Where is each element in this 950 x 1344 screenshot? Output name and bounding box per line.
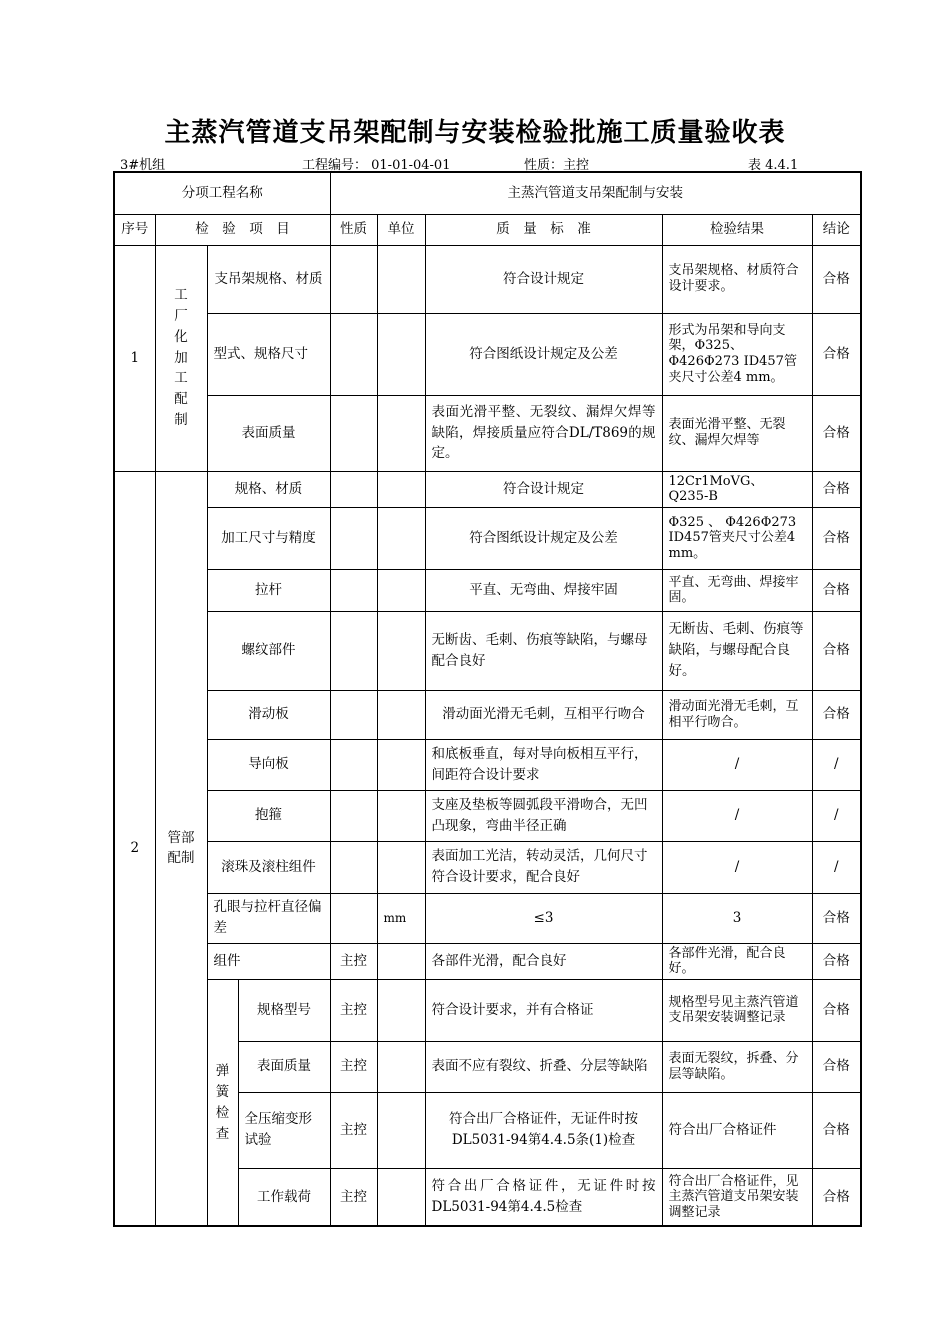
col-nature-header: 性质	[330, 214, 377, 245]
conclusion-cell: 合格	[812, 507, 861, 569]
group2-seq: 2	[114, 471, 155, 1226]
conclusion-cell: /	[812, 841, 861, 893]
project-name-value: 主蒸汽管道支吊架配制与安装	[330, 172, 861, 214]
standard-cell: 符合出厂合格证件，无证件时按DL5031-94第4.4.5条(1)检查	[425, 1092, 662, 1168]
form-title: 主蒸汽管道支吊架配制与安装检验批施工质量验收表	[164, 118, 786, 148]
nature-cell: 主控	[330, 979, 377, 1041]
nature-cell	[330, 893, 377, 943]
table-row	[114, 790, 861, 841]
nature-cell	[330, 471, 377, 507]
nature-cell	[330, 507, 377, 569]
result-cell: /	[662, 790, 812, 841]
unit-cell	[377, 1092, 425, 1168]
conclusion-cell: 合格	[812, 471, 861, 507]
standard-cell: 符合图纸设计规定及公差	[425, 507, 662, 569]
unit-cell	[377, 1168, 425, 1226]
result-cell: Φ325 、 Φ426Φ273 ID457管夹尺寸公差4 mm。	[662, 507, 812, 569]
standard-cell: 无断齿、毛刺、伤痕等缺陷，与螺母配合良好	[425, 611, 662, 690]
standard-cell: 符合设计要求，并有合格证	[425, 979, 662, 1041]
conclusion-cell: 合格	[812, 690, 861, 739]
col-item-header: 检 验 项 目	[155, 214, 330, 245]
conclusion-cell: 合格	[812, 611, 861, 690]
spring-check-label: 弹 簧 检 查	[207, 979, 238, 1226]
col-unit-header: 单位	[377, 214, 425, 245]
result-cell: 平直、无弯曲、焊接牢固。	[662, 569, 812, 611]
col-standard-header: 质 量 标 准	[425, 214, 662, 245]
table-row	[114, 690, 861, 739]
item-cell: 表面质量	[238, 1041, 330, 1092]
item-cell: 全压缩变形试验	[238, 1092, 330, 1168]
standard-cell: 支座及垫板等圆弧段平滑吻合，无凹凸现象，弯曲半径正确	[425, 790, 662, 841]
project-code: 工程编号： 01-01-04-01	[302, 158, 451, 173]
nature-cell: 主控	[330, 1092, 377, 1168]
table-row	[114, 893, 861, 943]
nature-cell	[330, 611, 377, 690]
standard-cell: 和底板垂直，每对导向板相互平行，间距符合设计要求	[425, 739, 662, 790]
nature-cell	[330, 569, 377, 611]
result-cell: 滑动面光滑无毛刺，互相平行吻合。	[662, 690, 812, 739]
item-cell: 规格型号	[238, 979, 330, 1041]
result-cell: 表面无裂纹，拆叠、分层等缺陷。	[662, 1041, 812, 1092]
unit-cell	[377, 313, 425, 395]
table-row	[114, 245, 861, 313]
conclusion-cell: 合格	[812, 979, 861, 1041]
result-cell: 无断齿、毛刺、伤痕等缺陷，与螺母配合良好。	[662, 611, 812, 690]
group1-seq: 1	[114, 245, 155, 471]
result-cell: 12Cr1MoVG、 Q235-B	[662, 471, 812, 507]
item-cell: 抱箍	[207, 790, 330, 841]
inspection-table	[113, 171, 862, 1227]
nature-cell	[330, 395, 377, 471]
standard-cell: 符合设计规定	[425, 245, 662, 313]
unit-cell	[377, 790, 425, 841]
project-name-row	[114, 172, 861, 214]
nature-cell	[330, 739, 377, 790]
unit-cell	[377, 690, 425, 739]
nature-cell: 主控	[330, 1041, 377, 1092]
nature-cell	[330, 245, 377, 313]
standard-cell: 各部件光滑，配合良好	[425, 943, 662, 979]
conclusion-cell: 合格	[812, 395, 861, 471]
standard-cell: 平直、无弯曲、焊接牢固	[425, 569, 662, 611]
unit-cell: mm	[377, 893, 425, 943]
table-row	[114, 979, 861, 1041]
table-row	[114, 739, 861, 790]
unit-cell	[377, 611, 425, 690]
unit-cell	[377, 395, 425, 471]
standard-cell: 符合出厂合格证件，无证件时按DL5031-94第4.4.5检查	[425, 1168, 662, 1226]
conclusion-cell: /	[812, 790, 861, 841]
nature-cell	[330, 790, 377, 841]
result-cell: 符合出厂合格证件，见主蒸汽管道支吊架安装调整记录	[662, 1168, 812, 1226]
unit-cell	[377, 841, 425, 893]
conclusion-cell: 合格	[812, 569, 861, 611]
item-cell: 组件	[207, 943, 330, 979]
result-cell: 符合出厂合格证件	[662, 1092, 812, 1168]
item-cell: 孔眼与拉杆直径偏差	[207, 893, 330, 943]
unit-cell	[377, 569, 425, 611]
item-cell: 加工尺寸与精度	[207, 507, 330, 569]
conclusion-cell: 合格	[812, 245, 861, 313]
nature-label: 性质：主控	[524, 158, 590, 173]
table-row	[114, 841, 861, 893]
col-result-header: 检验结果	[662, 214, 812, 245]
result-cell: /	[662, 739, 812, 790]
col-conclusion-header: 结论	[812, 214, 861, 245]
conclusion-cell: 合格	[812, 893, 861, 943]
unit-cell	[377, 739, 425, 790]
nature-cell: 主控	[330, 943, 377, 979]
table-number: 表 4.4.1	[748, 158, 799, 173]
result-cell: 规格型号见主蒸汽管道支吊架安装调整记录	[662, 979, 812, 1041]
item-cell: 工作载荷	[238, 1168, 330, 1226]
unit-cell	[377, 471, 425, 507]
nature-cell: 主控	[330, 1168, 377, 1226]
result-cell: 形式为吊架和导向支架，Φ325、Φ426Φ273 ID457管夹尺寸公差4 mm。	[662, 313, 812, 395]
item-cell: 螺纹部件	[207, 611, 330, 690]
item-cell: 表面质量	[207, 395, 330, 471]
conclusion-cell: 合格	[812, 313, 861, 395]
group2-category: 管部配制	[155, 471, 207, 1226]
item-cell: 导向板	[207, 739, 330, 790]
item-cell: 滑动板	[207, 690, 330, 739]
result-cell: 各部件光滑，配合良好。	[662, 943, 812, 979]
standard-cell: ≤3	[425, 893, 662, 943]
conclusion-cell: /	[812, 739, 861, 790]
standard-cell: 滑动面光滑无毛刺，互相平行吻合	[425, 690, 662, 739]
standard-cell: 表面不应有裂纹、折叠、分层等缺陷	[425, 1041, 662, 1092]
table-row	[114, 471, 861, 507]
unit-cell	[377, 943, 425, 979]
conclusion-cell: 合格	[812, 1168, 861, 1226]
nature-cell	[330, 690, 377, 739]
item-cell: 规格、材质	[207, 471, 330, 507]
nature-cell	[330, 841, 377, 893]
result-cell: 支吊架规格、材质符合设计要求。	[662, 245, 812, 313]
result-cell: /	[662, 841, 812, 893]
unit-label: 3#机组	[120, 158, 166, 173]
unit-cell	[377, 979, 425, 1041]
column-header-row	[114, 214, 861, 245]
unit-cell	[377, 245, 425, 313]
item-cell: 拉杆	[207, 569, 330, 611]
col-seq-header: 序号	[114, 214, 155, 245]
table-row	[114, 611, 861, 690]
item-cell: 支吊架规格、材质	[207, 245, 330, 313]
table-row	[114, 507, 861, 569]
result-cell: 表面光滑平整、无裂纹、漏焊欠焊等	[662, 395, 812, 471]
standard-cell: 表面加工光洁，转动灵活，几何尺寸符合设计要求，配合良好	[425, 841, 662, 893]
item-cell: 型式、规格尺寸	[207, 313, 330, 395]
conclusion-cell: 合格	[812, 943, 861, 979]
table-row	[114, 569, 861, 611]
unit-cell	[377, 1041, 425, 1092]
table-row	[114, 313, 861, 395]
item-cell: 滚珠及滚柱组件	[207, 841, 330, 893]
table-row	[114, 943, 861, 979]
standard-cell: 符合设计规定	[425, 471, 662, 507]
conclusion-cell: 合格	[812, 1041, 861, 1092]
project-name-label: 分项工程名称	[114, 172, 330, 214]
standard-cell: 符合图纸设计规定及公差	[425, 313, 662, 395]
result-cell: 3	[662, 893, 812, 943]
standard-cell: 表面光滑平整、无裂纹、漏焊欠焊等缺陷，焊接质量应符合DL/T869的规定。	[425, 395, 662, 471]
table-row	[114, 395, 861, 471]
group1-category: 工 厂 化 加 工 配 制	[155, 245, 207, 471]
nature-cell	[330, 313, 377, 395]
unit-cell	[377, 507, 425, 569]
conclusion-cell: 合格	[812, 1092, 861, 1168]
